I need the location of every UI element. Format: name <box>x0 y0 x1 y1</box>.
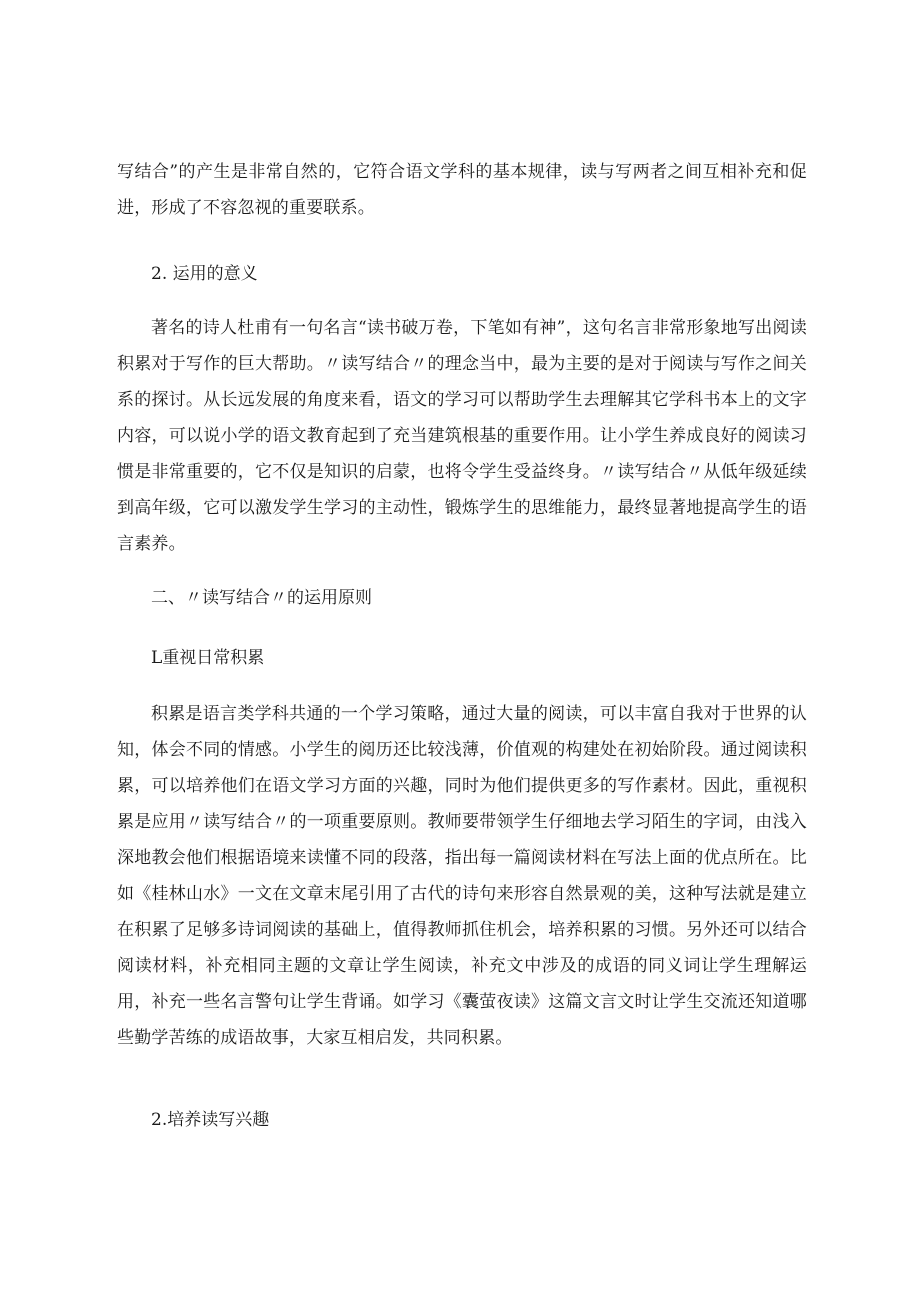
paragraph-significance: 著名的诗人杜甫有一句名言“读书破万卷，下笔如有神”，这句名言非常形象地写出阅读积累对于写作的巨大帮助。〃读写结合〃的理念当中，最为主要的是对于阅读与写作之间关系的探讨。从长远发展的角度来看，语文的学习可以帮助学生去理解其它学科书本上的文字内容，可以说小学的语文教育起到了充当建筑根基的重要作用。让小学生养成良好的阅读习惯是非常重要的，它不仅是知识的启蒙，也将令学生受益终身。〃读写结合〃从低年级延续到高年级，它可以激发学生学习的主动性，锻炼学生的思维能力，最终显著地提高学生的语言素养。 <box>117 318 807 554</box>
section-heading-interest: 2.培养读写兴趣 <box>151 1110 270 1130</box>
paragraph-continuation: 写结合”的产生是非常自然的，它符合语文学科的基本规律，读与写两者之间互相补充和促进，形成了不容忽视的重要联系。 <box>117 162 807 218</box>
section-heading-significance: 2. 运用的意义 <box>151 264 258 284</box>
chapter-heading-principles: 二、〃读写结合〃的运用原则 <box>151 588 372 608</box>
section-heading-accumulation: L重视日常积累 <box>151 648 265 668</box>
paragraph-accumulation: 积累是语言类学科共通的一个学习策略，通过大量的阅读，可以丰富自我对于世界的认知，体会不同的情感。小学生的阅历还比较浅薄，价值观的构建处在初始阶段。通过阅读积累，可以培养他们在语文学习方面的兴趣，同时为他们提供更多的写作素材。因此，重视积累是应用〃读写结合〃的一项重要原则。教师要带领学生仔细地去学习陌生的字词，由浅入深地教会他们根据语境来读懂不同的段落，指出每一篇阅读材料在写法上面的优点所在。比如《桂林山水》一文在文章末尾引用了古代的诗句来形容自然景观的美，这种写法就是建立在积累了足够多诗词阅读的基础上，值得教师抓住机会，培养积累的习惯。另外还可以结合阅读材料，补充相同主题的文章让学生阅读，补充文中涉及的成语的同义词让学生理解运用，补充一些名言警句让学生背诵。如学习《囊萤夜读》这篇文言文时让学生交流还知道哪些勤学苦练的成语故事，大家互相启发，共同积累。 <box>117 704 807 1048</box>
